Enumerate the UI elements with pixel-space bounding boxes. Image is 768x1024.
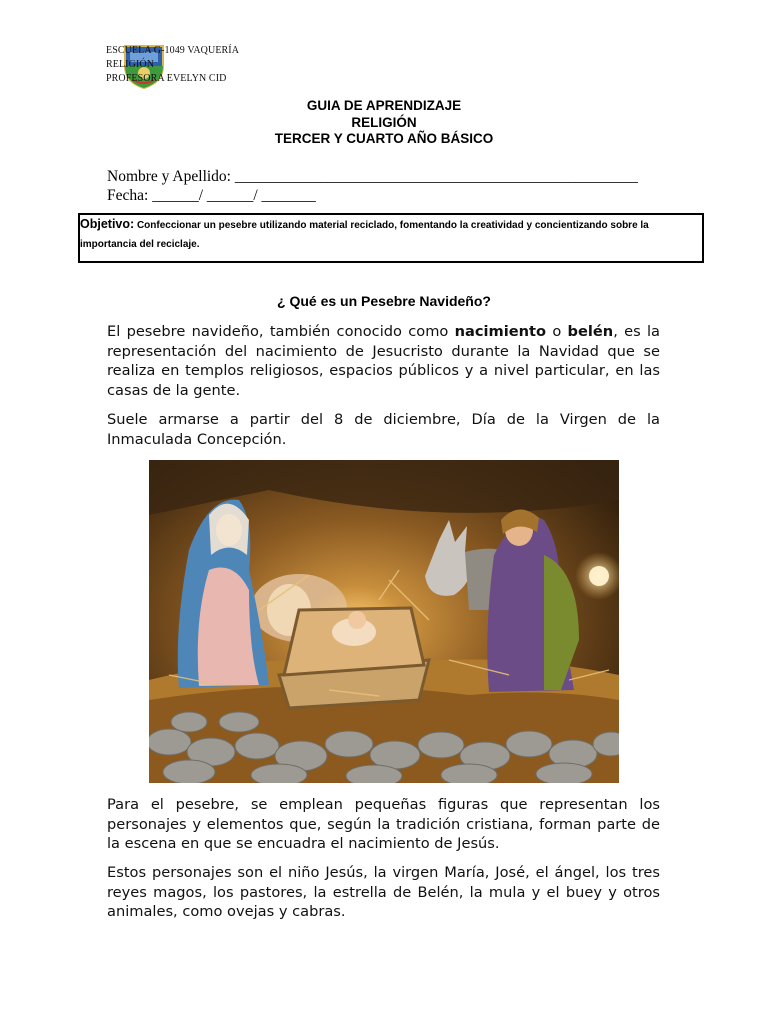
objective-box — [78, 213, 704, 263]
paragraph-figures: Para el pesebre, se emplean pequeñas figuras que representan los personajes y elementos que, según la tradición cristiana, forman parte de la escena en que se encuadra el nacimiento de Jesús. — [107, 796, 660, 852]
date-field: Fecha: ______/ ______/ _______ — [107, 187, 316, 204]
title-guide: GUIA DE APRENDIZAJE — [306, 98, 462, 113]
paragraph-text: o — [546, 323, 568, 340]
paragraph-characters: Estos personajes son el niño Jesús, la virgen María, José, el ángel, los tres reyes magos, los pastores, la estrella de Belén, la mula y el buey y otros animales, como ovejas y cabras. — [107, 864, 660, 920]
bold-term-belen: belén — [567, 323, 614, 340]
paragraph-text: El pesebre navideño, también conocido como — [107, 323, 455, 340]
bold-term-nacimiento: nacimiento — [454, 323, 547, 340]
name-field: Nombre y Apellido: ____________________________________________________ — [107, 168, 638, 185]
paragraph-definition — [107, 322, 660, 400]
paragraph-text: , es la representación del nacimiento de Jesucristo durante la Navidad que se realiza en templos religiosos, espacios públicos y a nivel particular, en las casas de la gente. — [107, 323, 660, 399]
objective-label: Objetivo: — [80, 217, 135, 231]
title-subject: RELIGIÓN — [351, 114, 417, 130]
teacher-name: PROFESORA EVELYN CID — [106, 73, 227, 84]
nativity-scene-image — [149, 460, 619, 783]
paragraph-date-info: Suele armarse a partir del 8 de diciembre, Día de la Virgen de la Inmaculada Concepción. — [107, 411, 660, 448]
section-heading: ¿ Qué es un Pesebre Navideño? — [277, 293, 491, 309]
school-header — [106, 44, 239, 86]
document-titles — [0, 98, 768, 148]
objective-text: Confeccionar un pesebre utilizando material reciclado, fomentando la creatividad y concientizando sobre la importancia del reciclaje. — [80, 220, 649, 250]
title-grades: TERCER Y CUARTO AÑO BÁSICO — [274, 131, 494, 146]
subject-name: RELIGIÓN — [106, 59, 155, 70]
school-name: ESCUELA G-1049 VAQUERÍA — [106, 45, 240, 56]
